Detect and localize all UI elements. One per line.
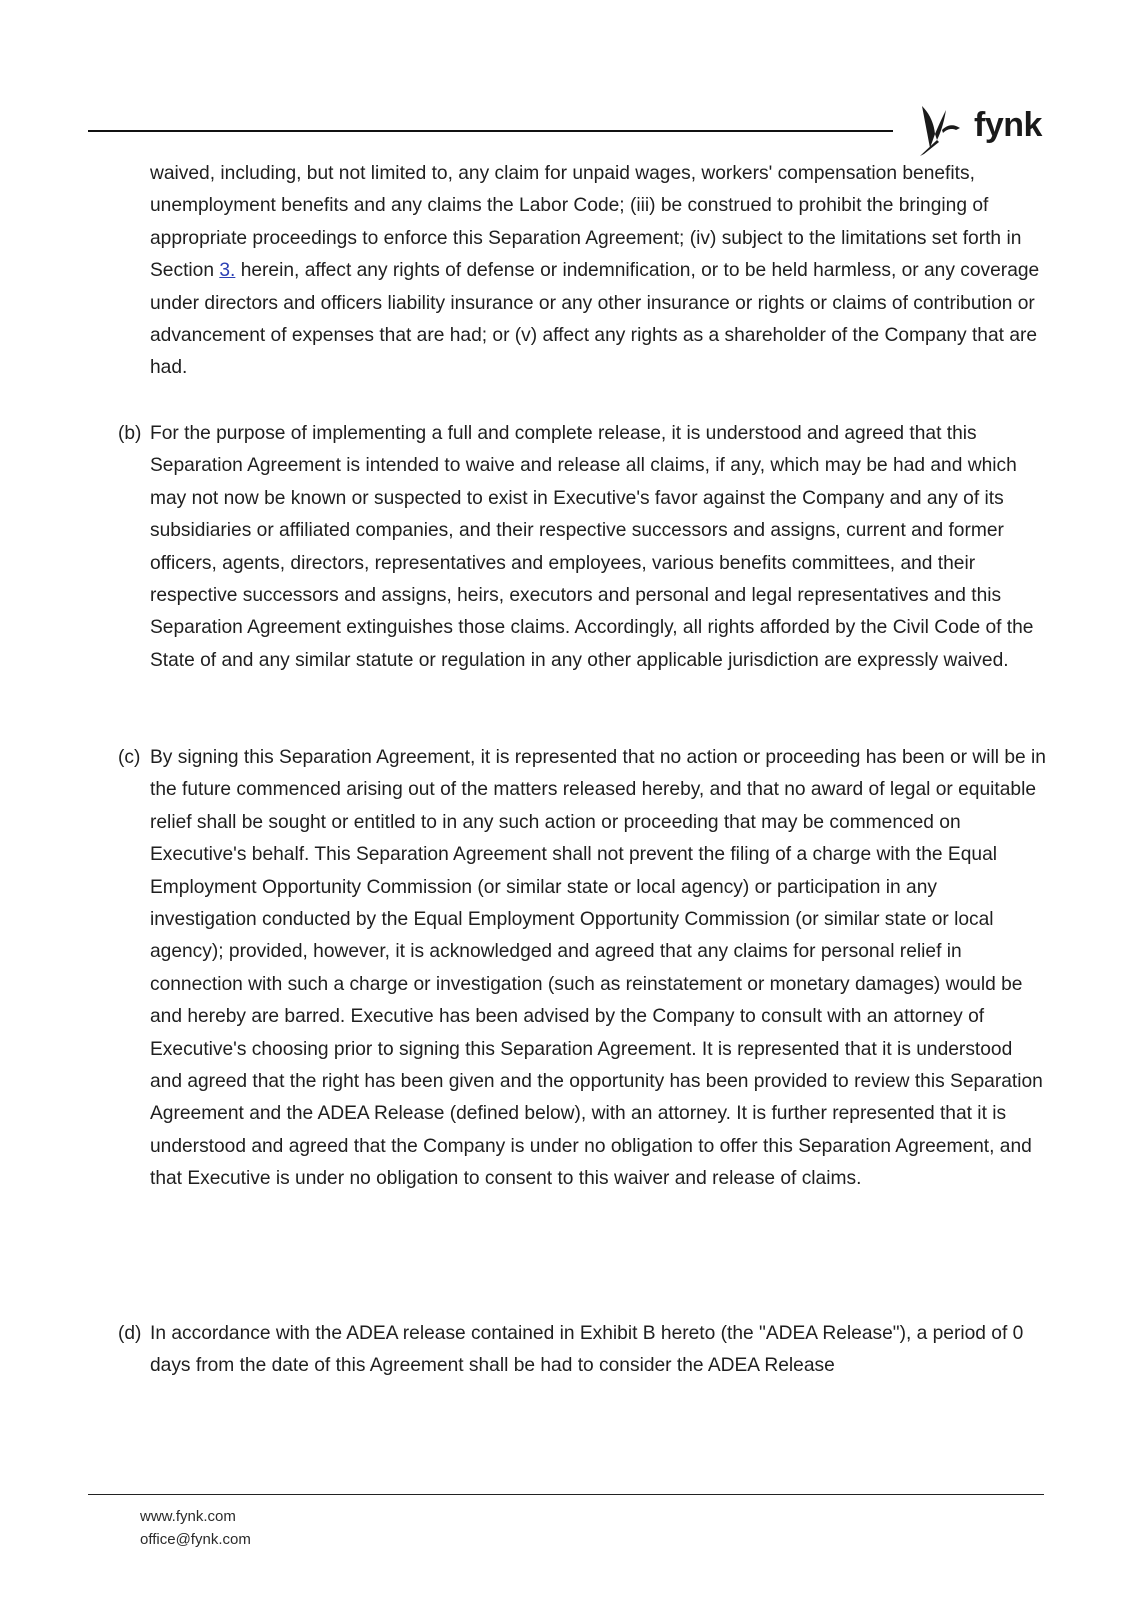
paragraph-label: (d): [118, 1323, 142, 1344]
continuation-text-2: herein, affect any rights of defense or indemnification, or to be held harmless, or any coverage under directors and officers liability insurance or any other insurance or rights or claims of contribution or advancement of expenses that are had; or (v) affect any rights as a shareholder of the Company that are had.: [150, 260, 1040, 379]
paragraph-b: [118, 418, 1048, 677]
section-3-link[interactable]: 3.: [219, 260, 236, 282]
continuation-paragraph: [118, 158, 1048, 385]
footer-website[interactable]: www.fynk.com: [140, 1508, 236, 1525]
paragraph-d: [118, 1318, 1048, 1383]
footer-email[interactable]: office@fynk.com: [140, 1531, 251, 1548]
footer-rule: [88, 1494, 1044, 1495]
brand-logo[interactable]: [916, 104, 1056, 160]
document-body: [118, 158, 1048, 385]
paragraph-text: By signing this Separation Agreement, it is represented that no action or proceeding has been or will be in the future commenced arising out of the matters released hereby, and that no award of legal or equitable relief shall be sought or entitled to in any such action or proceeding that may be commenced on Executive's behalf. This Separation Agreement shall not prevent the filing of a charge with the Equal Employment Opportunity Commission (or similar state or local agency) or participation in any investigation conducted by the Equal Employment Opportunity Commission (or similar state or local agency); provided, however, it is acknowledged and agreed that any claims for personal relief in connection with such a charge or investigation (such as reinstatement or monetary damages) would be and hereby are barred. Executive has been advised by the Company to consult with an attorney of Executive's choosing prior to signing this Separation Agreement. It is represented that it is understood and agreed that the right has been given and the opportunity has been provided to review this Separation Agreement and the ADEA Release (defined below), with an attorney. It is further represented that it is understood and agreed that the Company is under no obligation to offer this Separation Agreement, and that Executive is under no obligation to consent to this waiver and release of claims.: [150, 747, 1046, 1190]
paragraph-c: [118, 742, 1048, 1196]
paragraph-text: In accordance with the ADEA release contained in Exhibit B hereto (the "ADEA Release"), a period of 0 days from the date of this Agreement shall be had to consider the ADEA Release: [150, 1323, 1024, 1377]
header-rule: [88, 130, 893, 132]
paragraph-label: (b): [118, 423, 142, 444]
paragraph-text: For the purpose of implementing a full and complete release, it is understood and agreed that this Separation Agreement is intended to waive and release all claims, if any, which may be had and which may not now be known or suspected to exist in Executive's favor against the Company and any of its subsidiaries or affiliated companies, and their respective successors and assigns, current and former officers, agents, directors, representatives and employees, various benefits committees, and their respective successors and assigns, heirs, executors and personal and legal representatives and this Separation Agreement extinguishes those claims. Accordingly, all rights afforded by the Civil Code of the State of and any similar statute or regulation in any other applicable jurisdiction are expressly waived.: [150, 423, 1034, 671]
paragraph-label: (c): [118, 747, 141, 768]
brand-name: fynk: [974, 106, 1042, 144]
continuation-text-1: waived, including, but not limited to, any claim for unpaid wages, workers' compensation benefits, unemployment benefits and any claims the Labor Code; (iii) be construed to prohibit the bringing of appropriate proceedings to enforce this Separation Agreement; (iv) subject to the limitations set forth in Section: [150, 163, 1022, 282]
bird-icon: [916, 104, 972, 160]
